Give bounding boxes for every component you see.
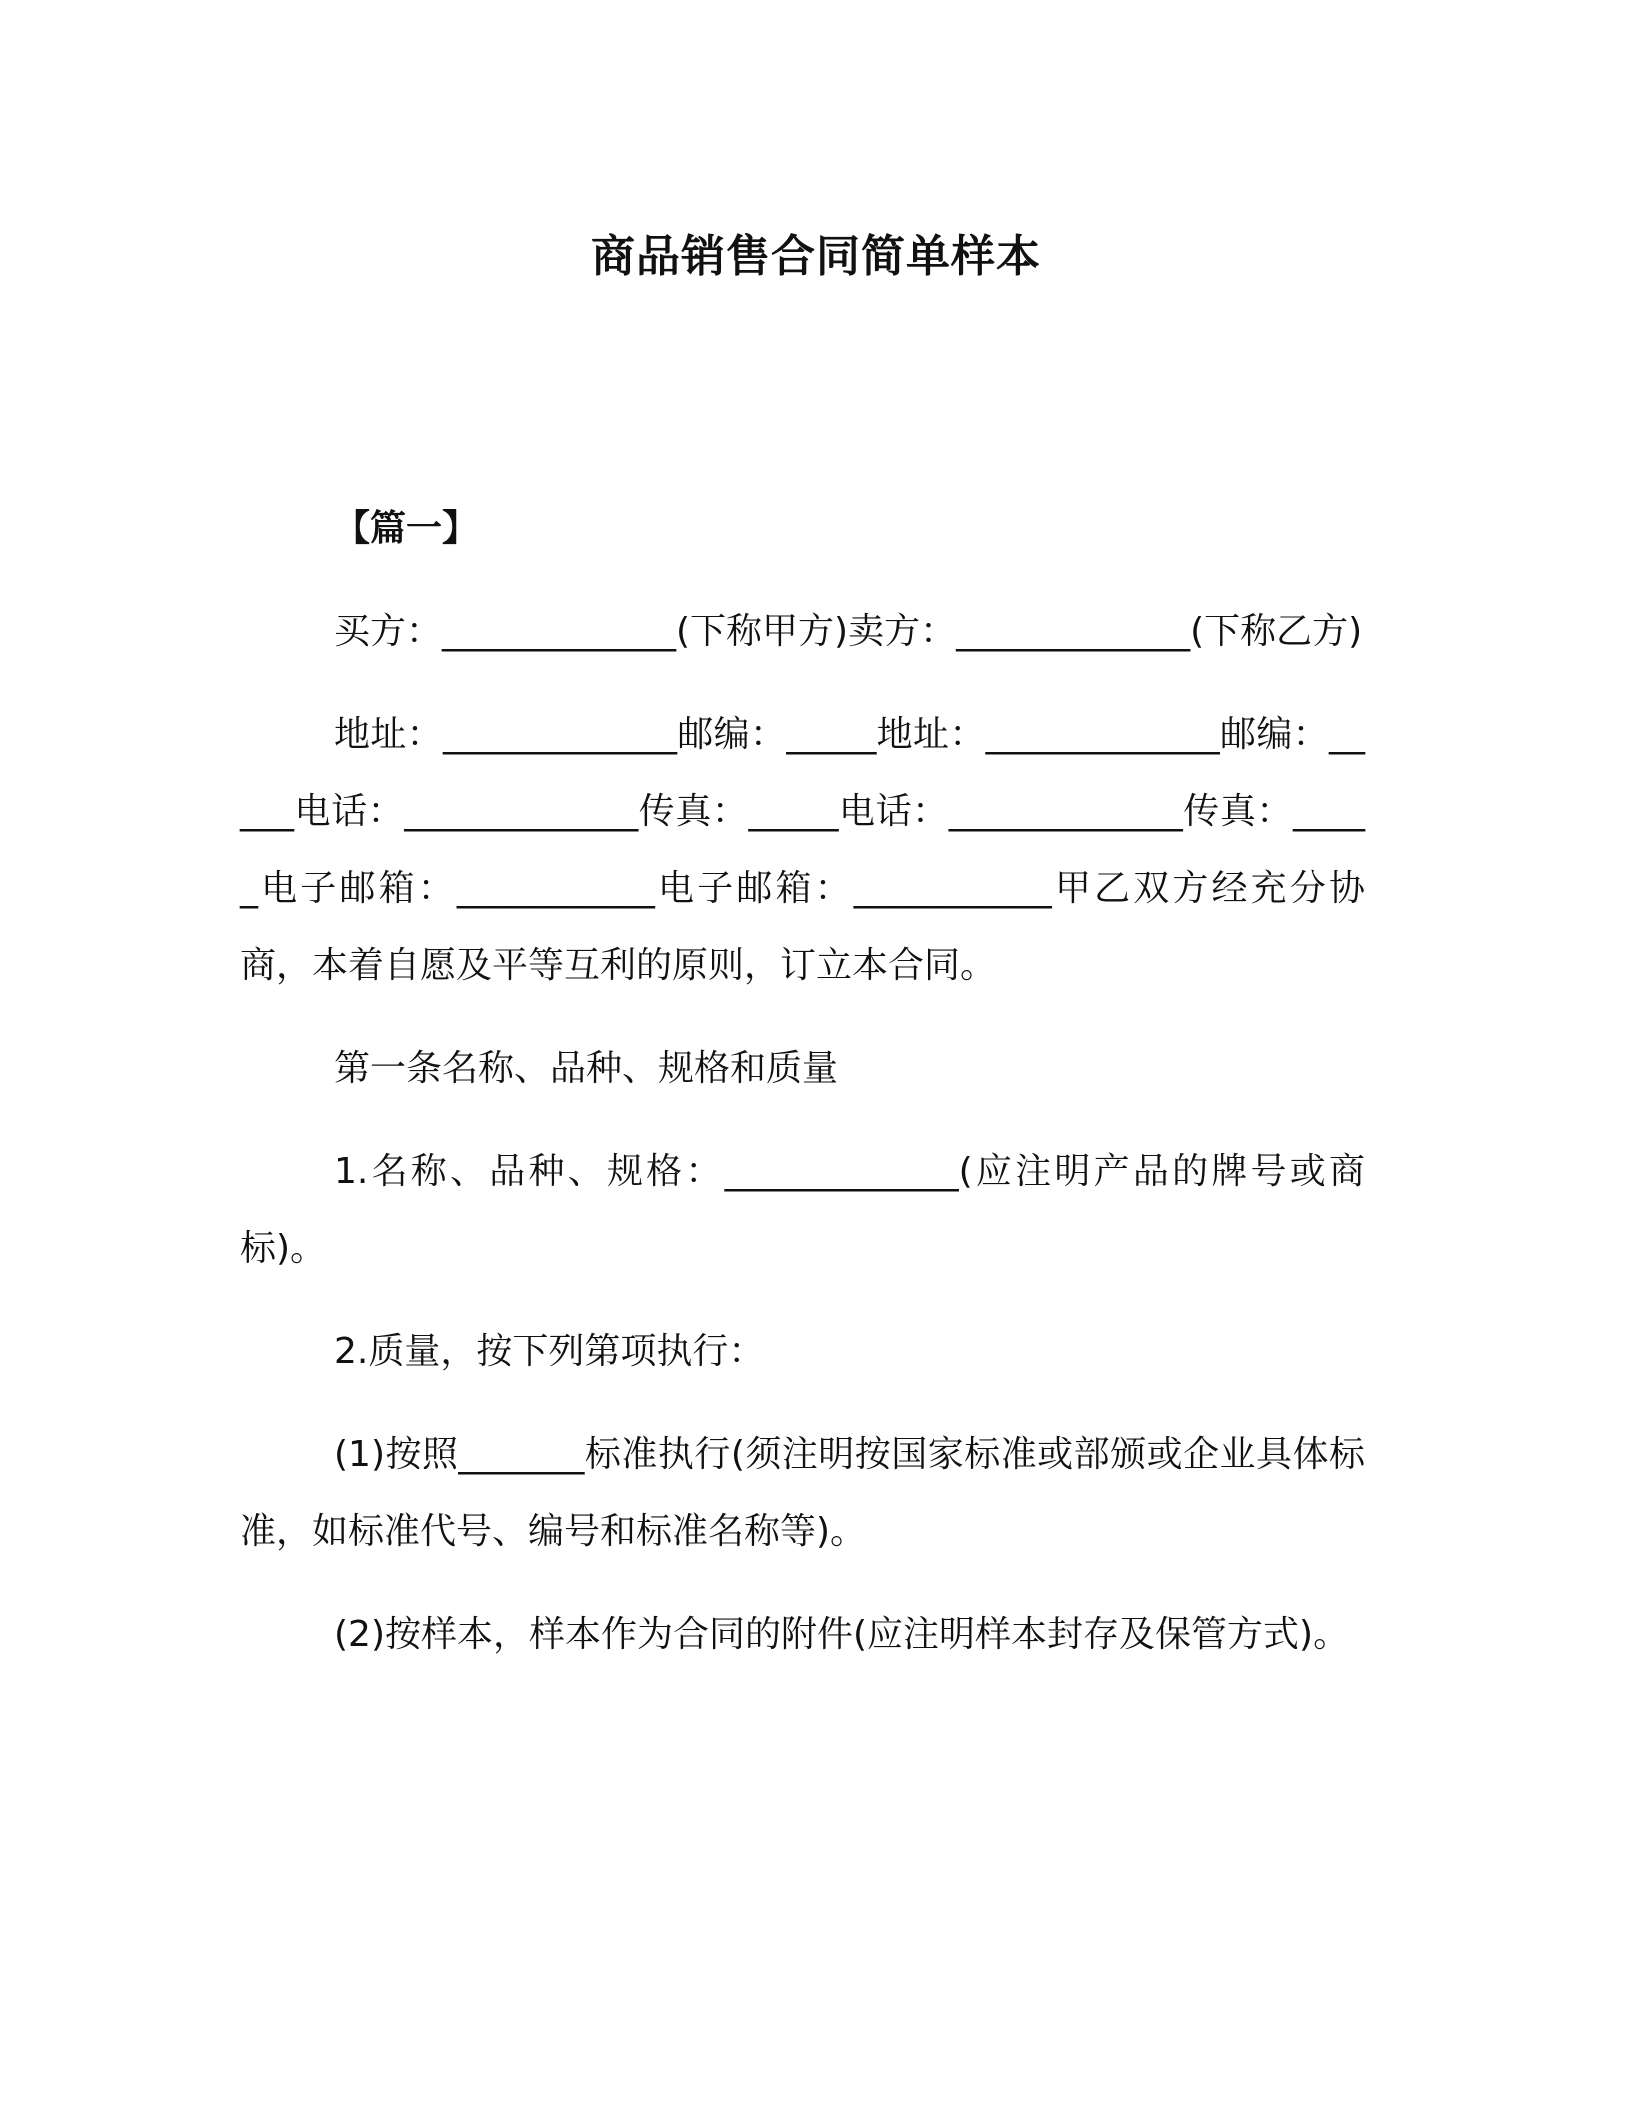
article-heading: 第一条名称、品种、规格和质量	[334, 1048, 839, 1089]
clause-item-2-1: (1)按照_______标准执行(须注明按国家标准或部颁或企业具体标准，如标准代号、编号和标准名称等)。	[240, 1434, 1365, 1552]
document-body	[240, 490, 1365, 1699]
contacts-paragraph: 地址：_____________邮编：_____地址：_____________邮编：_____电话：_____________传真：_____电话：_____________传真：_____电子邮箱：___________电子邮箱：___________甲乙双方经充分协商，本着自愿及平等互利的原则，订立本合同。	[240, 714, 1365, 986]
clause-item-2: 2.质量，按下列第项执行：	[334, 1331, 765, 1372]
parties-paragraph: 买方：_____________(下称甲方)卖方：_____________(下称乙方)	[334, 611, 1363, 652]
clause-item-1: 1.名称、品种、规格：_____________(应注明产品的牌号或商标)。	[240, 1151, 1365, 1269]
section-label: 【篇一】	[334, 508, 479, 549]
document-title: 商品销售合同简单样本	[591, 231, 1041, 282]
clause-item-2-2: (2)按样本，样本作为合同的附件(应注明样本封存及保管方式)。	[334, 1614, 1350, 1655]
